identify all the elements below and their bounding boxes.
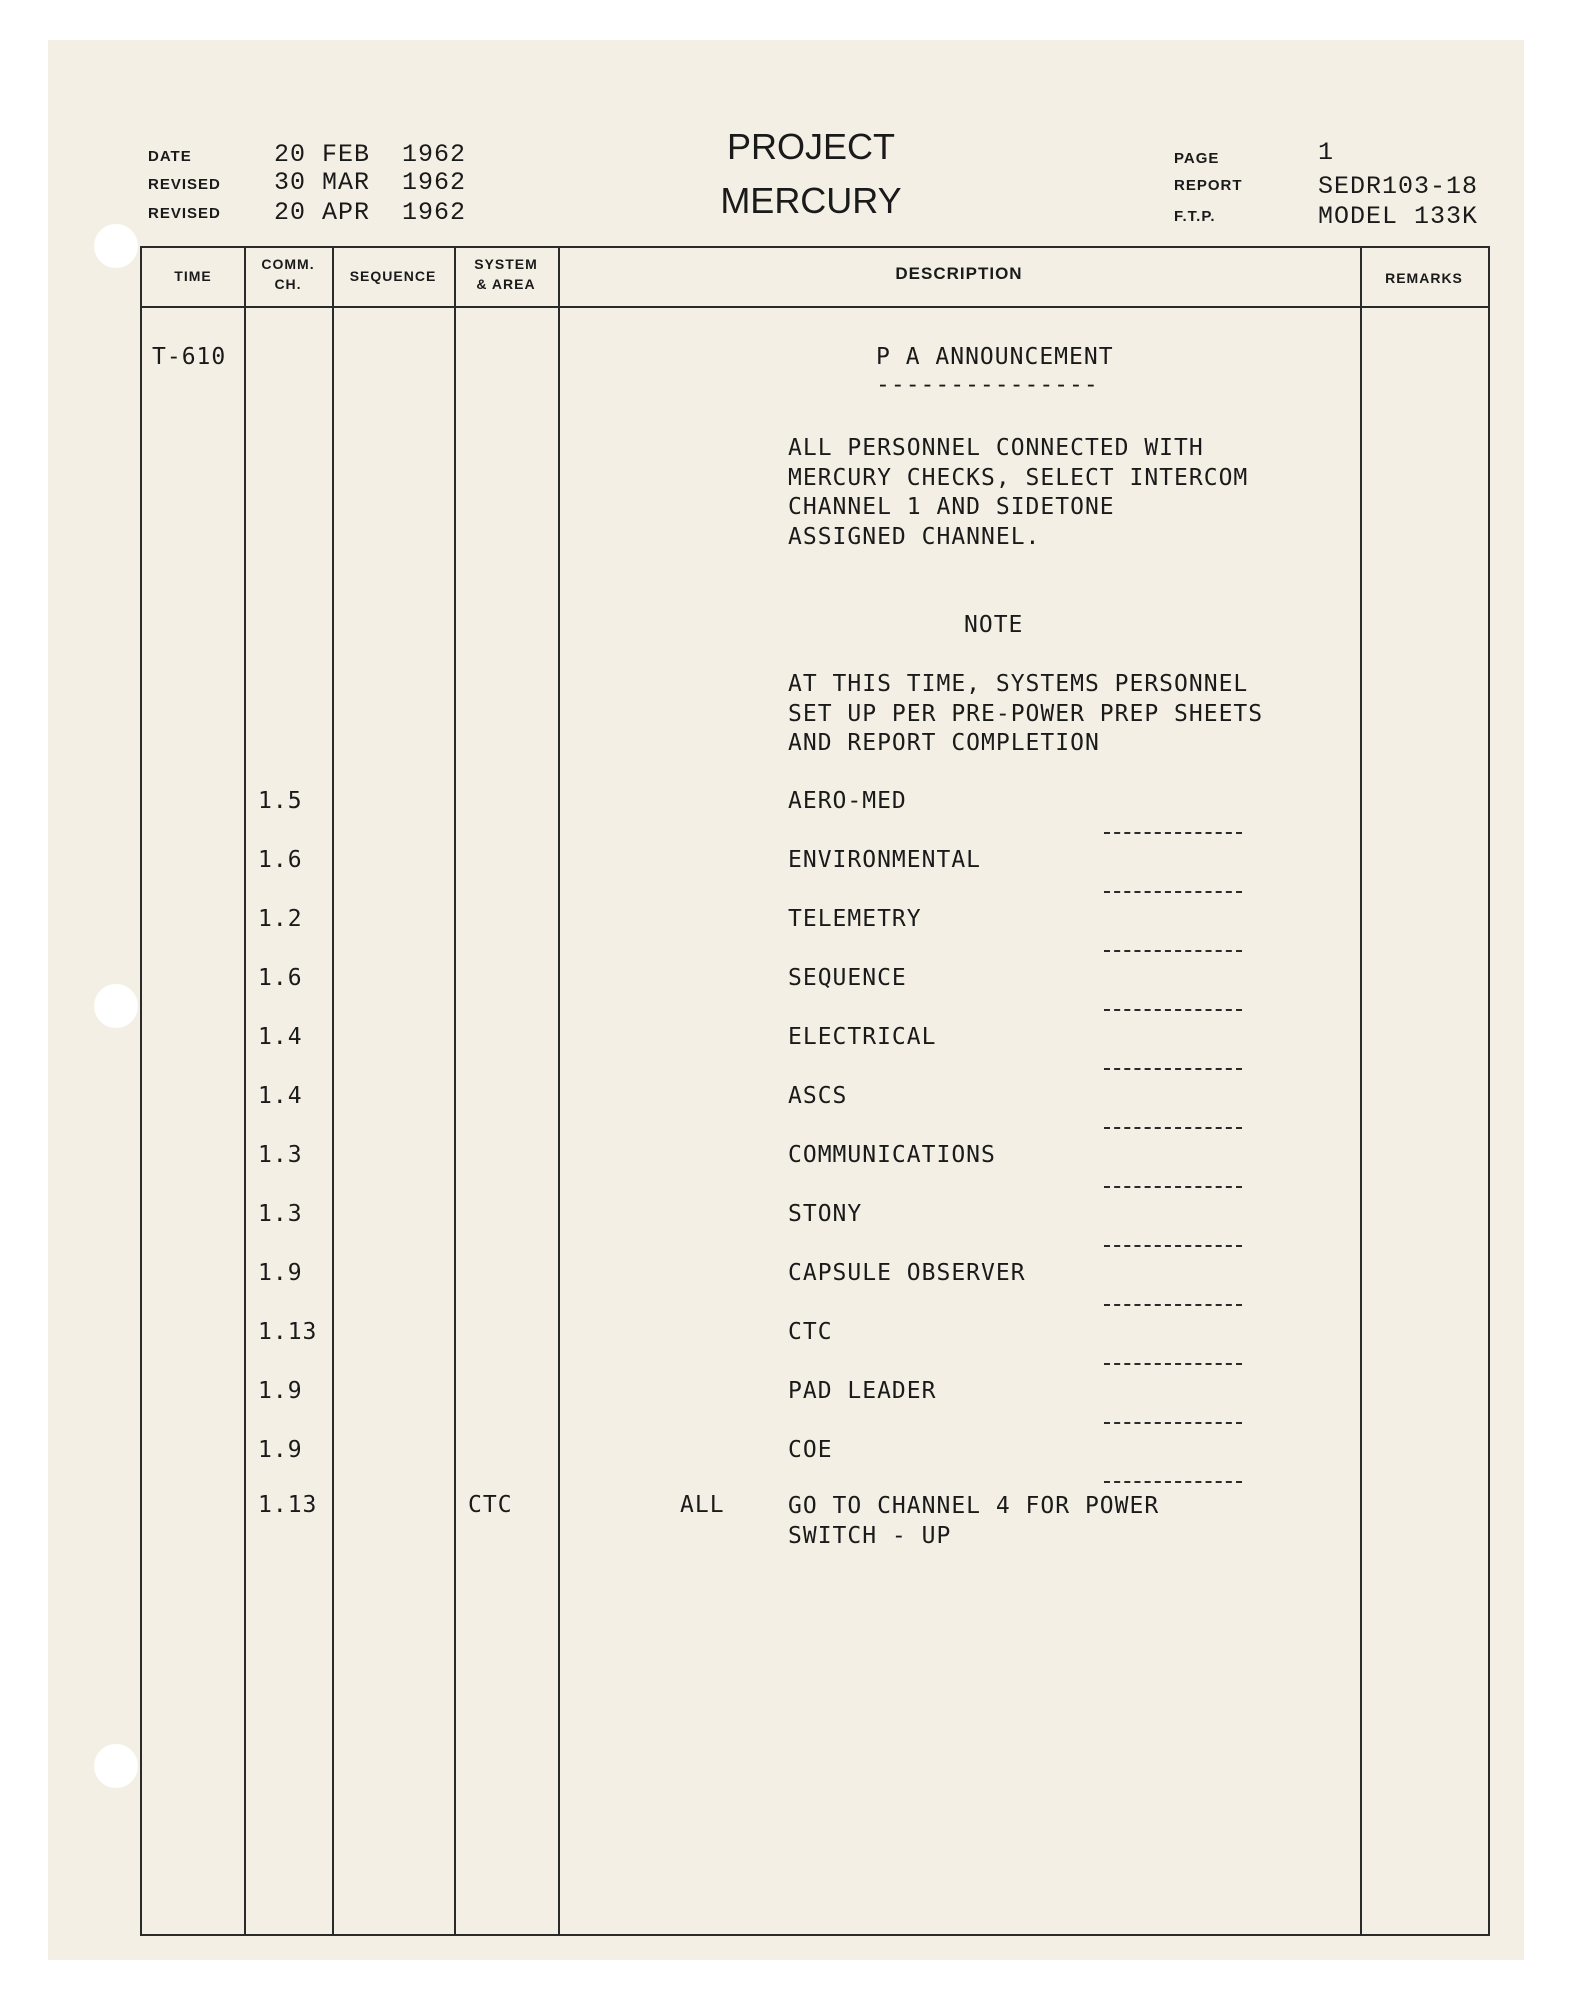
completion-line	[1104, 1363, 1242, 1365]
final-comm: 1.13	[258, 1492, 318, 1518]
announcement-text: ALL PERSONNEL CONNECTED WITH MERCURY CHECKS, SELECT INTERCOM CHANNEL 1 AND SIDETONE ASSIGNED CHANNEL.	[788, 435, 1249, 550]
column-header-comm-line1: COMM.	[261, 256, 315, 272]
completion-line	[1104, 1481, 1242, 1483]
final-area: ALL	[680, 1492, 725, 1518]
comm-channel: 1.13	[258, 1319, 318, 1345]
report-value: SEDR103-18	[1318, 172, 1479, 201]
completion-line	[1104, 891, 1242, 893]
page-value: 1	[1318, 138, 1335, 167]
punch-hole	[94, 1744, 138, 1788]
station-name: STONY	[788, 1201, 863, 1227]
ftp-value: MODEL 133K	[1318, 202, 1479, 231]
column-header-comm-line2: CH.	[274, 276, 302, 292]
station-name: CTC	[788, 1319, 833, 1345]
column-header-remarks: REMARKS	[1385, 270, 1463, 286]
column-header-time: TIME	[174, 268, 212, 284]
column-header-sequence: SEQUENCE	[349, 268, 437, 284]
title-line-1: PROJECT	[726, 126, 895, 167]
column-header-comm	[244, 254, 332, 294]
comm-channel: 1.9	[258, 1437, 303, 1463]
final-system: CTC	[468, 1492, 513, 1518]
station-name: AERO-MED	[788, 788, 907, 814]
station-name: CAPSULE OBSERVER	[788, 1260, 1026, 1286]
column-divider	[244, 248, 246, 1934]
column-divider	[1360, 248, 1362, 1934]
station-name: ASCS	[788, 1083, 848, 1109]
completion-line	[1104, 1068, 1242, 1070]
station-name: COMMUNICATIONS	[788, 1142, 996, 1168]
completion-line	[1104, 1186, 1242, 1188]
completion-line	[1104, 950, 1242, 952]
ftp-label: F.T.P.	[1174, 208, 1216, 225]
station-name: COE	[788, 1437, 833, 1463]
final-description: GO TO CHANNEL 4 FOR POWER SWITCH - UP	[788, 1493, 1160, 1549]
completion-line	[1104, 1304, 1242, 1306]
completion-line	[1104, 1245, 1242, 1247]
column-divider	[332, 248, 334, 1934]
report-label: REPORT	[1174, 177, 1243, 194]
revised-value-2: 20 APR 1962	[274, 198, 467, 227]
header-divider	[142, 306, 1488, 308]
station-name: ELECTRICAL	[788, 1024, 937, 1050]
column-header-system	[454, 254, 558, 294]
time-cell: T-610	[152, 344, 227, 370]
page-label: PAGE	[1174, 150, 1220, 167]
station-name: ENVIRONMENTAL	[788, 847, 982, 873]
note-title: NOTE	[964, 612, 1024, 638]
comm-channel: 1.4	[258, 1083, 303, 1109]
column-header-system-line2: & AREA	[476, 276, 536, 292]
comm-channel: 1.3	[258, 1142, 303, 1168]
column-header-system-line1: SYSTEM	[474, 256, 538, 272]
announcement-title: P A ANNOUNCEMENT	[876, 344, 1114, 370]
column-divider	[558, 248, 560, 1934]
completion-line	[1104, 832, 1242, 834]
comm-channel: 1.2	[258, 906, 303, 932]
punch-hole	[94, 984, 138, 1028]
station-name: TELEMETRY	[788, 906, 922, 932]
revised-label-2: REVISED	[148, 205, 221, 222]
comm-channel: 1.6	[258, 847, 303, 873]
station-name: SEQUENCE	[788, 965, 907, 991]
column-divider	[454, 248, 456, 1934]
station-name: PAD LEADER	[788, 1378, 937, 1404]
comm-channel: 1.3	[258, 1201, 303, 1227]
revised-value-1: 30 MAR 1962	[274, 168, 467, 197]
completion-line	[1104, 1422, 1242, 1424]
comm-channel: 1.5	[258, 788, 303, 814]
completion-line	[1104, 1127, 1242, 1129]
comm-channel: 1.9	[258, 1260, 303, 1286]
comm-channel: 1.4	[258, 1024, 303, 1050]
note-text: AT THIS TIME, SYSTEMS PERSONNEL SET UP PER PRE-POWER PREP SHEETS AND REPORT COMPLETION	[788, 671, 1264, 756]
revised-label-1: REVISED	[148, 176, 221, 193]
column-header-description: DESCRIPTION	[895, 264, 1023, 283]
announcement-underline: ---------------	[876, 372, 1099, 398]
comm-channel: 1.9	[258, 1378, 303, 1404]
comm-channel: 1.6	[258, 965, 303, 991]
date-label: DATE	[148, 148, 192, 165]
completion-line	[1104, 1009, 1242, 1011]
punch-hole	[94, 224, 138, 268]
title-line-2: MERCURY	[720, 180, 902, 221]
date-value: 20 FEB 1962	[274, 140, 467, 169]
